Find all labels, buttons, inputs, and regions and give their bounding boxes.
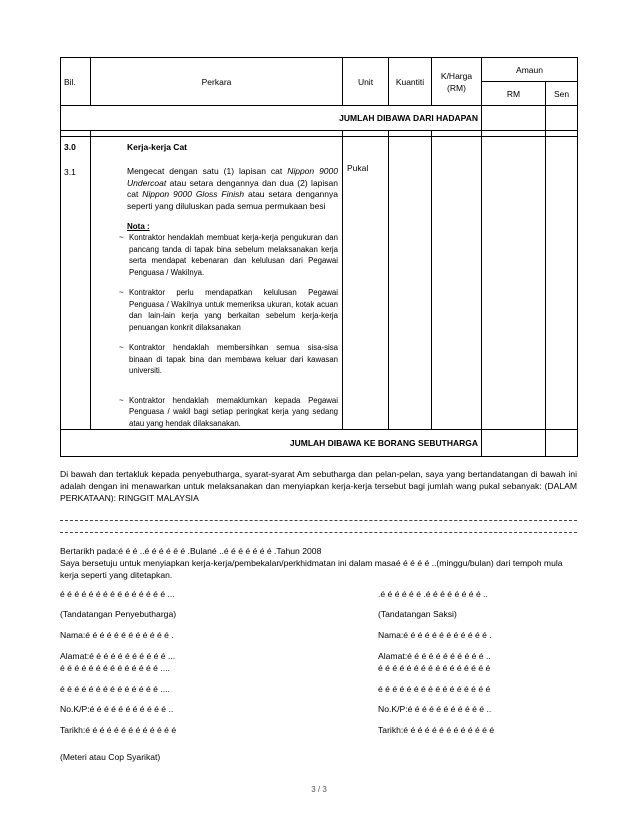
carried-forward-rm	[482, 430, 546, 457]
contractor-name-field: Nama:é é é é é é é é é é é é .	[60, 630, 174, 640]
amount-words-line-2	[60, 532, 577, 533]
item-unit: Pukal	[343, 137, 389, 430]
note-item: ~ Kontraktor perlu mendapatkan kelulusan Pegawai Penguasa / Wakilnya untuk memeriksa ukuran, kotak acuan dan lain-lain kerja yang berkaitan sebelum kerja-kerja penuangan konkrit dilaksanakan	[119, 288, 338, 332]
contractor-signature-label: (Tandatangan Penyebutharga)	[60, 609, 177, 619]
agreement-text: Saya bersetuju untuk menyiapkan kerja-kerja/pembekalan/perkhidmatan ini dalam masaé é é é é ..(minggu/bulan) dari tempoh mula kerja seperti yang ditetapkan.	[60, 558, 563, 580]
header-amaun: Amaun	[482, 58, 578, 82]
witness-address-line-3: é é é é é é é é é é é é é é é é	[378, 684, 491, 694]
contractor-date-field: Tarikh:é é é é é é é é é é é é é	[60, 725, 177, 735]
witness-ic-field: No.K/P:é é é é é é é é é é é ..	[378, 704, 492, 714]
witness-date-field: Tarikh:é é é é é é é é é é é é é	[378, 725, 495, 735]
item-description	[91, 137, 343, 430]
item-amount-sen	[546, 137, 578, 430]
carried-forward-sen	[546, 430, 578, 457]
contractor-signature-line: é é é é é é é é é é é é é é é ...	[60, 589, 175, 599]
company-stamp-label: (Meteri atau Cop Syarikat)	[60, 752, 161, 762]
header-rm: RM	[482, 82, 546, 106]
brought-forward-rm	[482, 106, 546, 131]
contractor-address-field: Alamat:é é é é é é é é é é é ...	[60, 651, 176, 661]
item-rate	[432, 137, 482, 430]
header-kharga-unit: (RM)	[447, 82, 466, 93]
witness-address-line-2: é é é é é é é é é é é é é é é é	[378, 663, 491, 673]
contractor-address-line-3: é é é é é é é é é é é é é é ....	[60, 684, 170, 694]
header-sen: Sen	[546, 82, 578, 106]
dated-line: Bertarikh pada:é é é ..é é é é é é .Bulané ..é é é é é é é .Tahun 2008	[60, 546, 322, 556]
header-unit: Unit	[343, 58, 389, 106]
page-number: 3 / 3	[311, 785, 327, 794]
bill-of-quantities-table	[60, 57, 578, 457]
contractor-address-line-2: é é é é é é é é é é é é é é ....	[60, 663, 170, 673]
witness-signature-line: .é é é é é é .é é é é é é é é ..	[378, 589, 488, 599]
note-item: ~ Kontraktor hendaklah membuat kerja-kerja pengukuran dan pancang tanda di tapak bina sebelum melaksanakan kerja serta mendapat kebenaran dan kelulusan dari Pegawai Penguasa / Wakilnya.	[119, 233, 338, 277]
header-kuantiti: Kuantiti	[389, 58, 432, 106]
item-text: Mengecat dengan satu (1) lapisan cat Nippon 9000 Undercoat atau setara dengannya dan dua (2) lapisan cat Nippon 9000 Gloss Finish atau setara dengannya seperti yang diluluskan pada semua permukaan besi	[127, 166, 338, 211]
section-title: Kerja-kerja Cat	[127, 142, 188, 152]
witness-name-field: Nama:é é é é é é é é é é é é .	[378, 630, 492, 640]
brought-forward-label: JUMLAH DIBAWA DARI HADAPAN	[61, 106, 482, 131]
note-item: ~ Kontraktor hendaklah membersihkan semua sisa-sisa binaan di tapak bina dan membawa keluar dari kawasan universiti.	[119, 343, 338, 375]
section-number: 3.0	[64, 142, 76, 152]
header-kharga	[432, 58, 482, 106]
item-amount-rm	[482, 137, 546, 430]
carried-forward-label: JUMLAH DIBAWA KE BORANG SEBUTHARGA	[61, 430, 482, 457]
witness-signature-label: (Tandatangan Saksi)	[378, 609, 457, 619]
header-perkara: Perkara	[91, 58, 343, 106]
item-number-column	[61, 137, 91, 430]
declaration-text: Di bawah dan tertakluk kepada penyebutharga, syarat-syarat Am sebutharga dan pelan-pelan, saya yang bertandatangan di bawah ini adalah dengan ini menawarkan untuk melaksanakan dan menyiapkan kerja-kerja tersebut bagi jumlah wang pukal sebanyak: (DALAM PERKATAAN): RINGGIT MALAYSIA	[60, 469, 577, 503]
witness-address-field: Alamat:é é é é é é é é é é é ..	[378, 651, 491, 661]
note-item: ~ Kontraktor hendaklah memaklumkan kepada Pegawai Penguasa / wakil bagi setiap peringkat kerja yang sedang atau yang hendak dilaksanakan.	[119, 395, 338, 428]
brought-forward-sen	[546, 106, 578, 131]
header-bil: Bil.	[61, 58, 91, 106]
amount-words-line-1	[60, 520, 577, 521]
item-quantity	[389, 137, 432, 430]
nota-label: Nota :	[127, 222, 150, 231]
item-number: 3.1	[64, 167, 76, 177]
header-kharga-label: K/Harga	[440, 70, 473, 81]
contractor-ic-field: No.K/P:é é é é é é é é é é é ..	[60, 704, 174, 714]
